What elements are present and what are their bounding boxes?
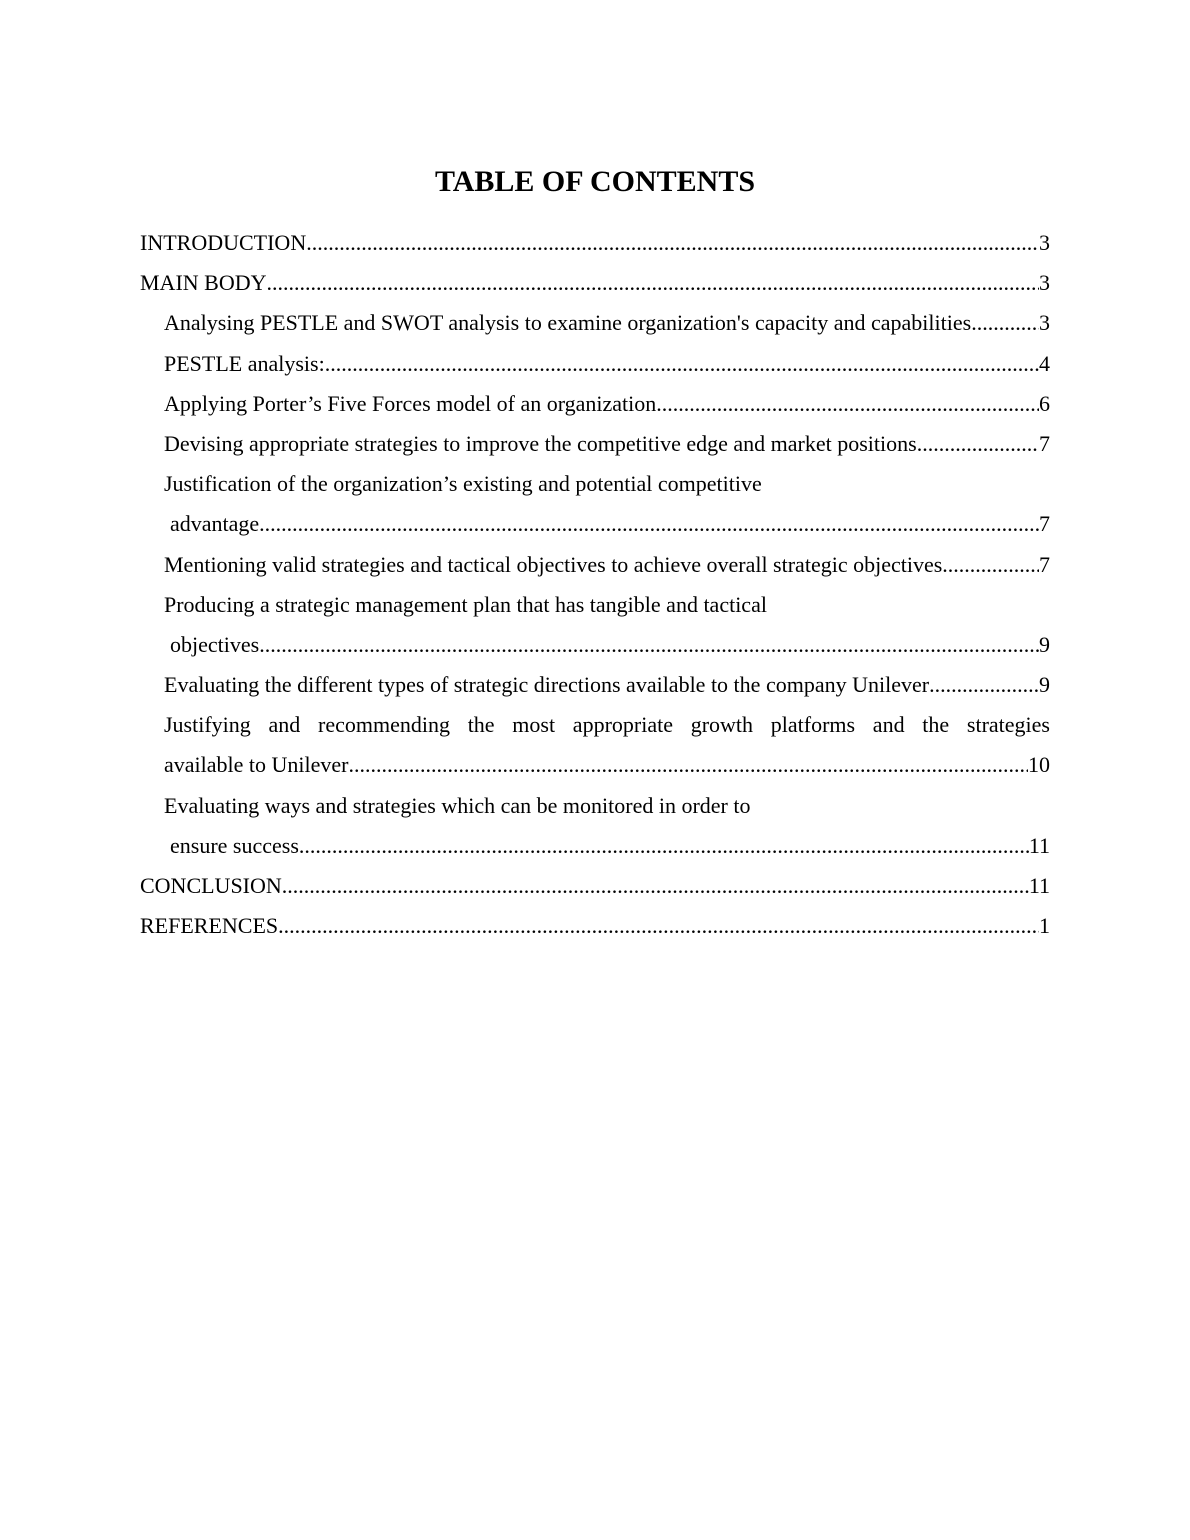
toc-page-number: 3	[1039, 310, 1050, 336]
toc-entry-text: REFERENCES	[140, 913, 279, 939]
toc-entry-text: MAIN BODY	[140, 270, 267, 296]
toc-entry-text: available to Unilever	[164, 752, 349, 778]
toc-leader-dots	[971, 303, 1039, 343]
toc-leader-dots	[942, 545, 1039, 585]
toc-entry-growth-platforms-line2[interactable]	[140, 745, 1050, 785]
toc-entry-pestle-swot[interactable]	[140, 303, 1050, 343]
toc-entry-text: Justification of the organization’s existing and potential competitive	[164, 471, 762, 497]
toc-entry-text: Applying Porter’s Five Forces model of an organization	[164, 390, 657, 416]
toc-entry-text: objectives	[170, 631, 260, 657]
toc-entry-strategic-directions[interactable]	[140, 665, 1050, 705]
toc-page-number: 4	[1039, 350, 1050, 376]
toc-page-number: 7	[1039, 551, 1050, 577]
toc-entry-text: Producing a strategic management plan that has tangible and tactical	[164, 591, 767, 617]
toc-entry-text: CONCLUSION	[140, 873, 282, 898]
toc-entry-management-plan-line2[interactable]	[140, 625, 1050, 665]
toc-entry-text: PESTLE analysis:	[164, 350, 325, 376]
toc-page-number: 11	[1028, 832, 1050, 858]
toc-entry-text: Analysing PESTLE and SWOT analysis to examine organization's capacity and capabilities	[164, 310, 972, 336]
table-of-contents	[140, 223, 1050, 946]
toc-page-number: 1	[1039, 913, 1050, 939]
toc-entry-management-plan-line1[interactable]	[140, 585, 1050, 625]
toc-entry-text: Evaluating ways and strategies which can be monitored in order to	[164, 792, 751, 818]
toc-entry-pestle-analysis[interactable]	[140, 344, 1050, 384]
toc-page-number: 9	[1039, 631, 1050, 657]
toc-entry-justification-line1[interactable]	[140, 464, 1050, 504]
toc-page-number: 3	[1039, 230, 1050, 255]
toc-page-number: 10	[1028, 752, 1050, 778]
toc-title: TABLE OF CONTENTS	[434, 165, 756, 198]
toc-entry-text: Evaluating the different types of strategic directions available to the company Unilever	[164, 672, 930, 698]
toc-entry-text: INTRODUCTION	[140, 230, 307, 255]
toc-page-number: 9	[1039, 672, 1050, 698]
toc-leader-dots	[917, 424, 1039, 464]
toc-entry-text: Justifying and recommending the most appropriate growth platforms and the strategies	[164, 712, 1050, 738]
toc-page-number: 7	[1039, 430, 1050, 456]
toc-leader-dots	[282, 866, 1029, 906]
toc-entry-tactical-objectives[interactable]	[140, 545, 1050, 585]
toc-entry-monitoring-line2[interactable]	[140, 826, 1050, 866]
toc-entry-text: advantage	[170, 511, 260, 537]
toc-page-number: 6	[1039, 390, 1050, 416]
toc-entry-devising-strategies[interactable]	[140, 424, 1050, 464]
toc-entry-monitoring-line1[interactable]	[140, 786, 1050, 826]
toc-leader-dots	[267, 263, 1040, 303]
toc-entry-conclusion[interactable]	[140, 866, 1050, 906]
toc-leader-dots	[656, 384, 1039, 424]
toc-entry-text: Devising appropriate strategies to improve the competitive edge and market positions	[164, 430, 917, 456]
toc-entry-references[interactable]	[140, 906, 1050, 946]
toc-leader-dots	[348, 745, 1028, 785]
toc-page-number: 3	[1039, 270, 1050, 296]
toc-entry-justification-line2[interactable]	[140, 504, 1050, 544]
toc-leader-dots	[278, 906, 1039, 946]
toc-entry-text: Mentioning valid strategies and tactical objectives to achieve overall strategic objectives	[164, 551, 943, 577]
toc-page-number: 7	[1039, 511, 1050, 537]
toc-leader-dots	[306, 223, 1039, 263]
toc-entry-text: ensure success	[170, 832, 299, 858]
toc-leader-dots	[259, 625, 1039, 665]
toc-entry-porters-five-forces[interactable]	[140, 384, 1050, 424]
toc-entry-introduction[interactable]	[140, 223, 1050, 263]
toc-leader-dots	[299, 826, 1029, 866]
toc-leader-dots	[929, 665, 1039, 705]
toc-entry-main-body[interactable]	[140, 263, 1050, 303]
toc-leader-dots	[259, 504, 1039, 544]
toc-leader-dots	[325, 344, 1039, 384]
toc-page-number: 11	[1028, 873, 1050, 898]
toc-entry-growth-platforms-line1[interactable]	[140, 705, 1050, 745]
